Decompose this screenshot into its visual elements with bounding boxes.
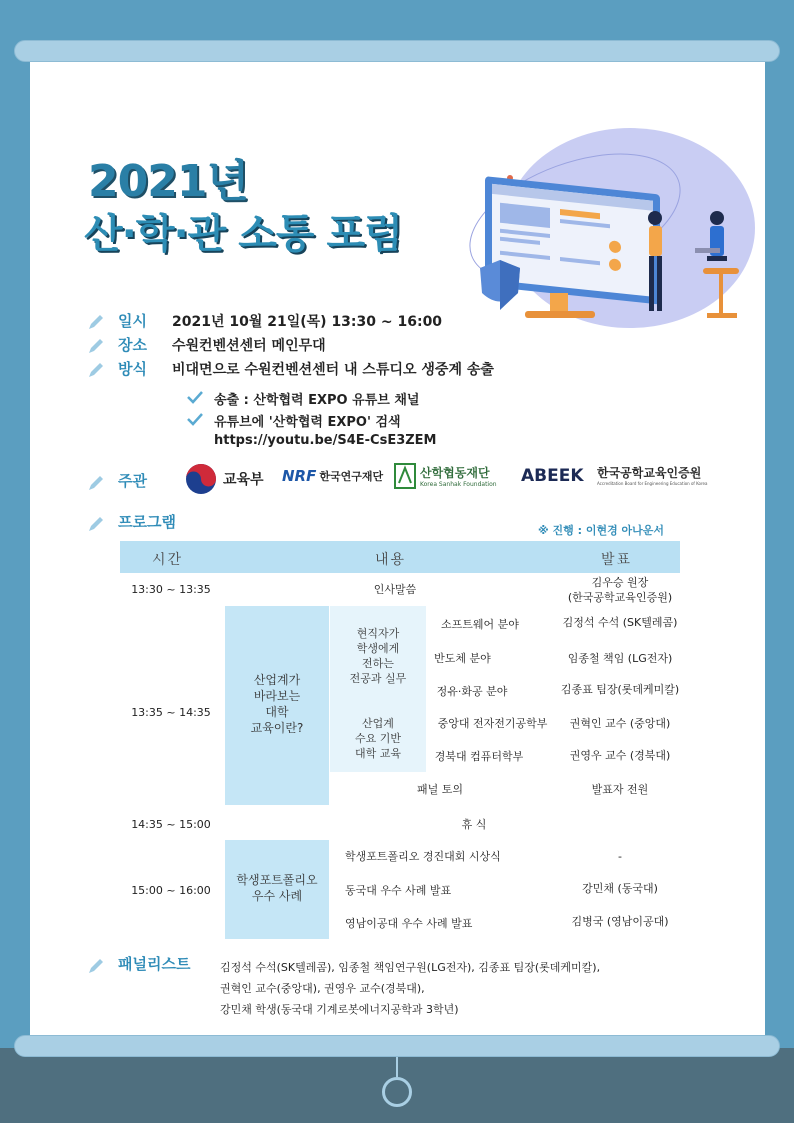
time-cell: 13:30 ~ 13:35 — [131, 583, 211, 596]
top-roller — [14, 40, 780, 62]
sanhak-logo: 산학협동재단 Korea Sanhak Foundation — [394, 463, 497, 489]
group1-text: 현직자가 학생에게 전하는 전공과 실무 — [349, 627, 407, 685]
time-cell: 13:35 ~ 14:35 — [131, 706, 211, 719]
title-year: 2021년 — [88, 156, 248, 207]
speaker-cell: 권혁인 교수 (중앙대) — [569, 717, 671, 730]
content-cell: 소프트웨어 분야 — [441, 618, 519, 631]
speaker-cell: 김우승 원장 (한국공학교육인증원) — [567, 576, 673, 604]
speaker-cell: 발표자 전원 — [591, 783, 649, 796]
time-cell: 14:35 ~ 15:00 — [131, 818, 211, 831]
pencil-icon — [87, 957, 105, 975]
nrf-logo: NRF 한국연구재단 — [282, 467, 384, 485]
info-label-method: 방식 — [118, 360, 147, 378]
content-cell: 중앙대 전자전기공학부 — [437, 717, 548, 730]
program-moderator: ※ 진행 : 이현경 아나운서 — [538, 524, 665, 537]
panelists-title: 패널리스트 — [118, 955, 191, 973]
topic-text: 학생포트폴리오 우수 사례 — [236, 873, 318, 903]
moe-logo: 교육부 — [184, 462, 264, 496]
speaker-cell: 김병국 (영남이공대) — [571, 915, 669, 928]
info-label-date: 일시 — [118, 312, 147, 330]
content-cell: 정유·화공 분야 — [436, 685, 508, 698]
content-cell: 영남이공대 우수 사례 발표 — [345, 917, 473, 930]
program-title: 프로그램 — [118, 513, 176, 531]
group2-text: 산업계 수요 기반 대학 교육 — [354, 717, 401, 760]
header-speaker: 발표 — [601, 552, 633, 568]
header-time: 시간 — [152, 552, 184, 568]
check-icon — [187, 390, 203, 404]
speaker-cell: 권영우 교수 (경북대) — [569, 749, 671, 762]
content-cell: 휴 식 — [461, 818, 487, 831]
speaker-cell: 김종표 팀장(롯데케미칼) — [560, 683, 680, 696]
abeek-kr-logo: 한국공학교육인증원 Accreditation Board for Engineering Education of Korea — [597, 466, 708, 486]
hanger-line — [396, 1057, 398, 1077]
pencil-icon — [87, 361, 105, 379]
check-icon — [187, 412, 203, 426]
title-main: 산·학·관 소통 포럼 — [84, 211, 402, 257]
pencil-icon — [87, 313, 105, 331]
speaker-cell: 강민채 (동국대) — [582, 882, 658, 895]
host-label: 주관 — [118, 472, 147, 490]
header-content: 내용 — [375, 552, 407, 568]
broadcast-channel: 송출 : 산학협력 EXPO 유튜브 채널 — [214, 393, 420, 408]
speaker-cell: 임종철 책임 (LG전자) — [567, 652, 673, 665]
pencil-icon — [87, 515, 105, 533]
info-value-method: 비대면으로 수원컨벤션센터 내 스튜디오 생중계 송출 — [172, 362, 494, 378]
pencil-icon — [87, 337, 105, 355]
content-cell: 경북대 컴퓨터학부 — [434, 750, 524, 763]
content-cell: 인사말씀 — [373, 583, 417, 596]
panelists-list: 김정석 수석(SK텔레콤), 임종철 책임연구원(LG전자), 김종표 팀장(롯데케미칼), 권혁인 교수(중앙대), 권영우 교수(경북대), 강민채 학생(동국대 기계로봇에너지공학과 3학년) — [220, 961, 601, 1016]
abeek-logo: ABEEK — [521, 466, 584, 486]
speaker-cell: 김정석 수석 (SK텔레콤) — [562, 616, 678, 629]
content-cell: 학생포트폴리오 경진대회 시상식 — [345, 850, 501, 863]
hanger-ring-icon — [382, 1077, 412, 1107]
sanhak-emblem-icon — [394, 463, 416, 489]
content-cell: 동국대 우수 사례 발표 — [345, 884, 452, 897]
time-cell: 15:00 ~ 16:00 — [131, 884, 211, 897]
content-cell: 패널 토의 — [416, 783, 463, 796]
pencil-icon — [87, 474, 105, 492]
info-label-venue: 장소 — [118, 336, 147, 354]
broadcast-url[interactable]: https://youtu.be/S4E-CsE3ZEM — [214, 433, 437, 448]
info-value-venue: 수원컨벤션센터 메인무대 — [172, 338, 326, 354]
broadcast-search: 유튜브에 '산학협력 EXPO' 검색 — [214, 415, 401, 430]
info-value-date: 2021년 10월 21일(목) 13:30 ~ 16:00 — [172, 314, 443, 330]
speaker-cell: - — [618, 850, 622, 863]
content-cell: 반도체 분야 — [434, 652, 491, 665]
bottom-roller — [14, 1035, 780, 1057]
topic-text: 산업계가 바라보는 대학 교육이란? — [250, 673, 304, 735]
taegeuk-icon — [184, 462, 218, 496]
dashboard-illustration — [455, 118, 760, 333]
